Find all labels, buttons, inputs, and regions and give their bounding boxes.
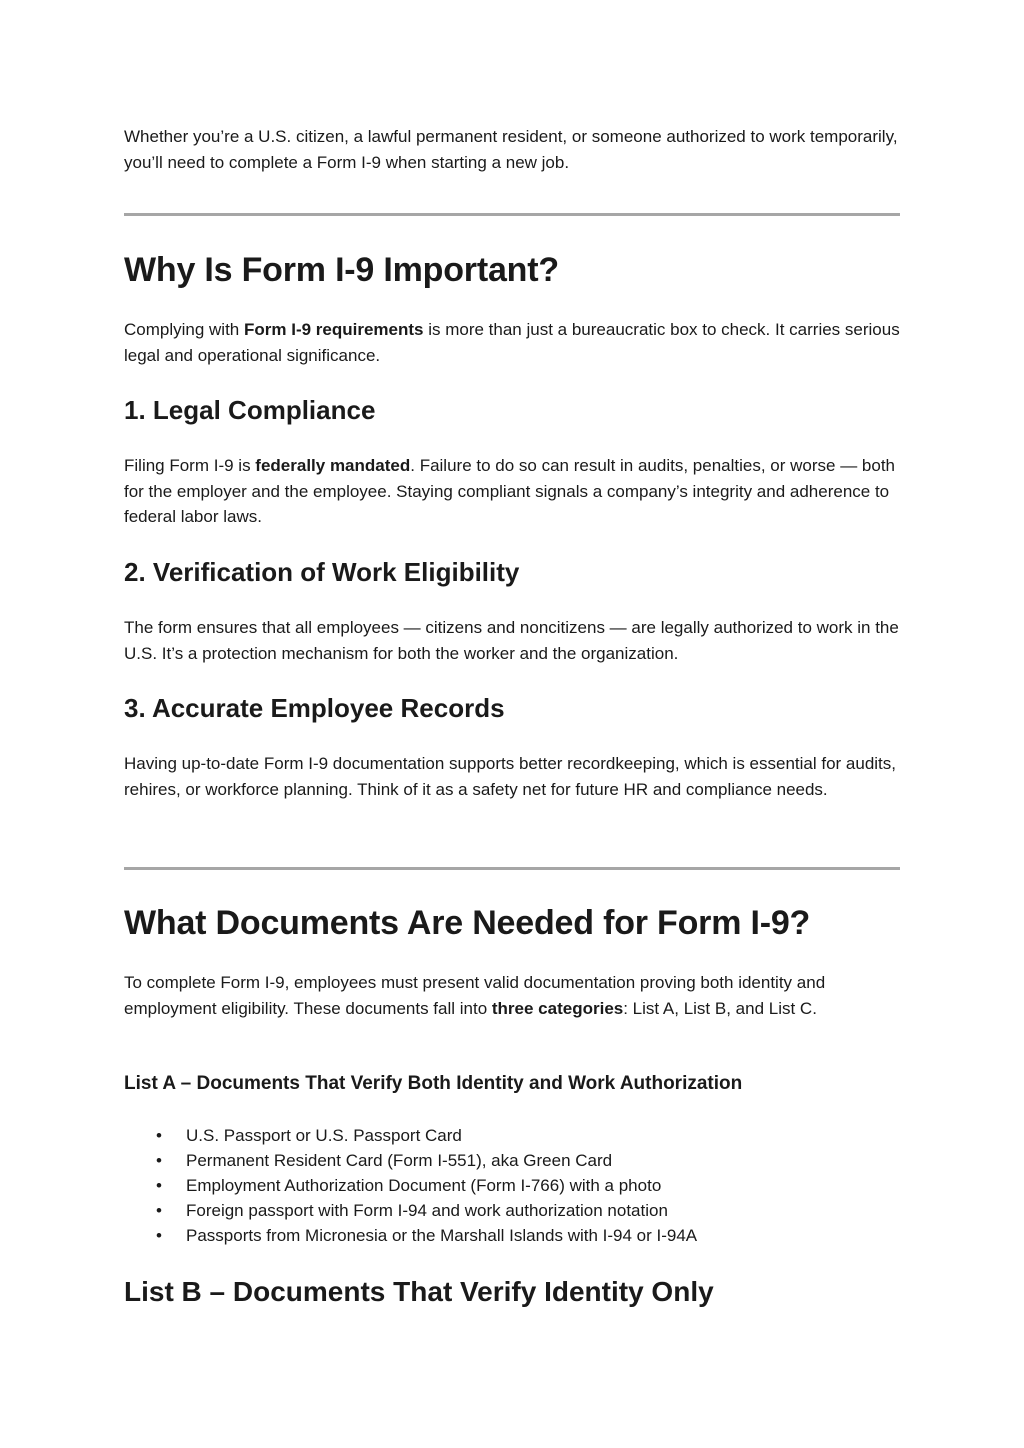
legal-compliance-paragraph: [124, 453, 900, 530]
why-lead-bold: Form I-9 requirements: [244, 320, 424, 339]
documents-heading: What Documents Are Needed for Form I-9?: [124, 904, 811, 942]
section-divider: [124, 867, 900, 870]
documents-lead-paragraph: [124, 970, 900, 1021]
records-paragraph: Having up-to-date Form I-9 documentation supports better recordkeeping, which is essential for audits, rehires, or workforce planning. Think of it as a safety net for future HR and compliance needs.: [124, 754, 897, 799]
documents-lead-text: To complete Form I-9, employees must present valid documentation proving both identity and employment eligibility. These documents fall into: [124, 973, 826, 1018]
verification-paragraph: The form ensures that all employees — citizens and noncitizens — are legally authorized to work in the U.S. It’s a protection mechanism for both the worker and the organization.: [124, 618, 899, 663]
section-divider: [124, 213, 900, 216]
verification-heading: 2. Verification of Work Eligibility: [124, 557, 520, 587]
list-item: • Permanent Resident Card (Form I-551), aka Green Card: [124, 1148, 900, 1173]
documents-lead-bold: three categories: [491, 998, 624, 1018]
why-heading: Why Is Form I-9 Important?: [124, 251, 559, 289]
why-lead-text: Complying with: [124, 320, 244, 339]
list-item: • U.S. Passport or U.S. Passport Card: [124, 1123, 900, 1148]
list-item: • Passports from Micronesia or the Marshall Islands with I-94 or I-94A: [124, 1223, 900, 1248]
legal-compliance-heading: 1. Legal Compliance: [124, 395, 376, 425]
documents-lead-text-end: : List A, List B, and List C.: [623, 998, 817, 1018]
records-heading: 3. Accurate Employee Records: [124, 693, 505, 723]
list-a-items: [124, 1123, 900, 1248]
legal-bold: federally mandated: [255, 456, 411, 475]
list-a-heading: List A – Documents That Verify Both Identity and Work Authorization: [124, 1073, 743, 1094]
why-lead-paragraph: [124, 317, 900, 368]
legal-text: Filing Form I-9 is: [124, 456, 256, 475]
why-lead-text-end: is more than just a bureaucratic box to check. It carries serious legal and operational significance.: [124, 320, 900, 365]
legal-text-end: . Failure to do so can result in audits, penalties, or worse — both for the employer and the employee. Staying compliant signals a company’s integrity and adherence to federal labor laws.: [124, 456, 895, 526]
list-item: • Foreign passport with Form I-94 and work authorization notation: [124, 1198, 900, 1223]
list-item: • Employment Authorization Document (Form I-766) with a photo: [124, 1173, 900, 1198]
list-b-heading: List B – Documents That Verify Identity Only: [124, 1276, 714, 1307]
intro-paragraph: Whether you’re a U.S. citizen, a lawful permanent resident, or someone authorized to work temporarily, you’ll need to complete a Form I-9 when starting a new job.: [124, 127, 898, 172]
